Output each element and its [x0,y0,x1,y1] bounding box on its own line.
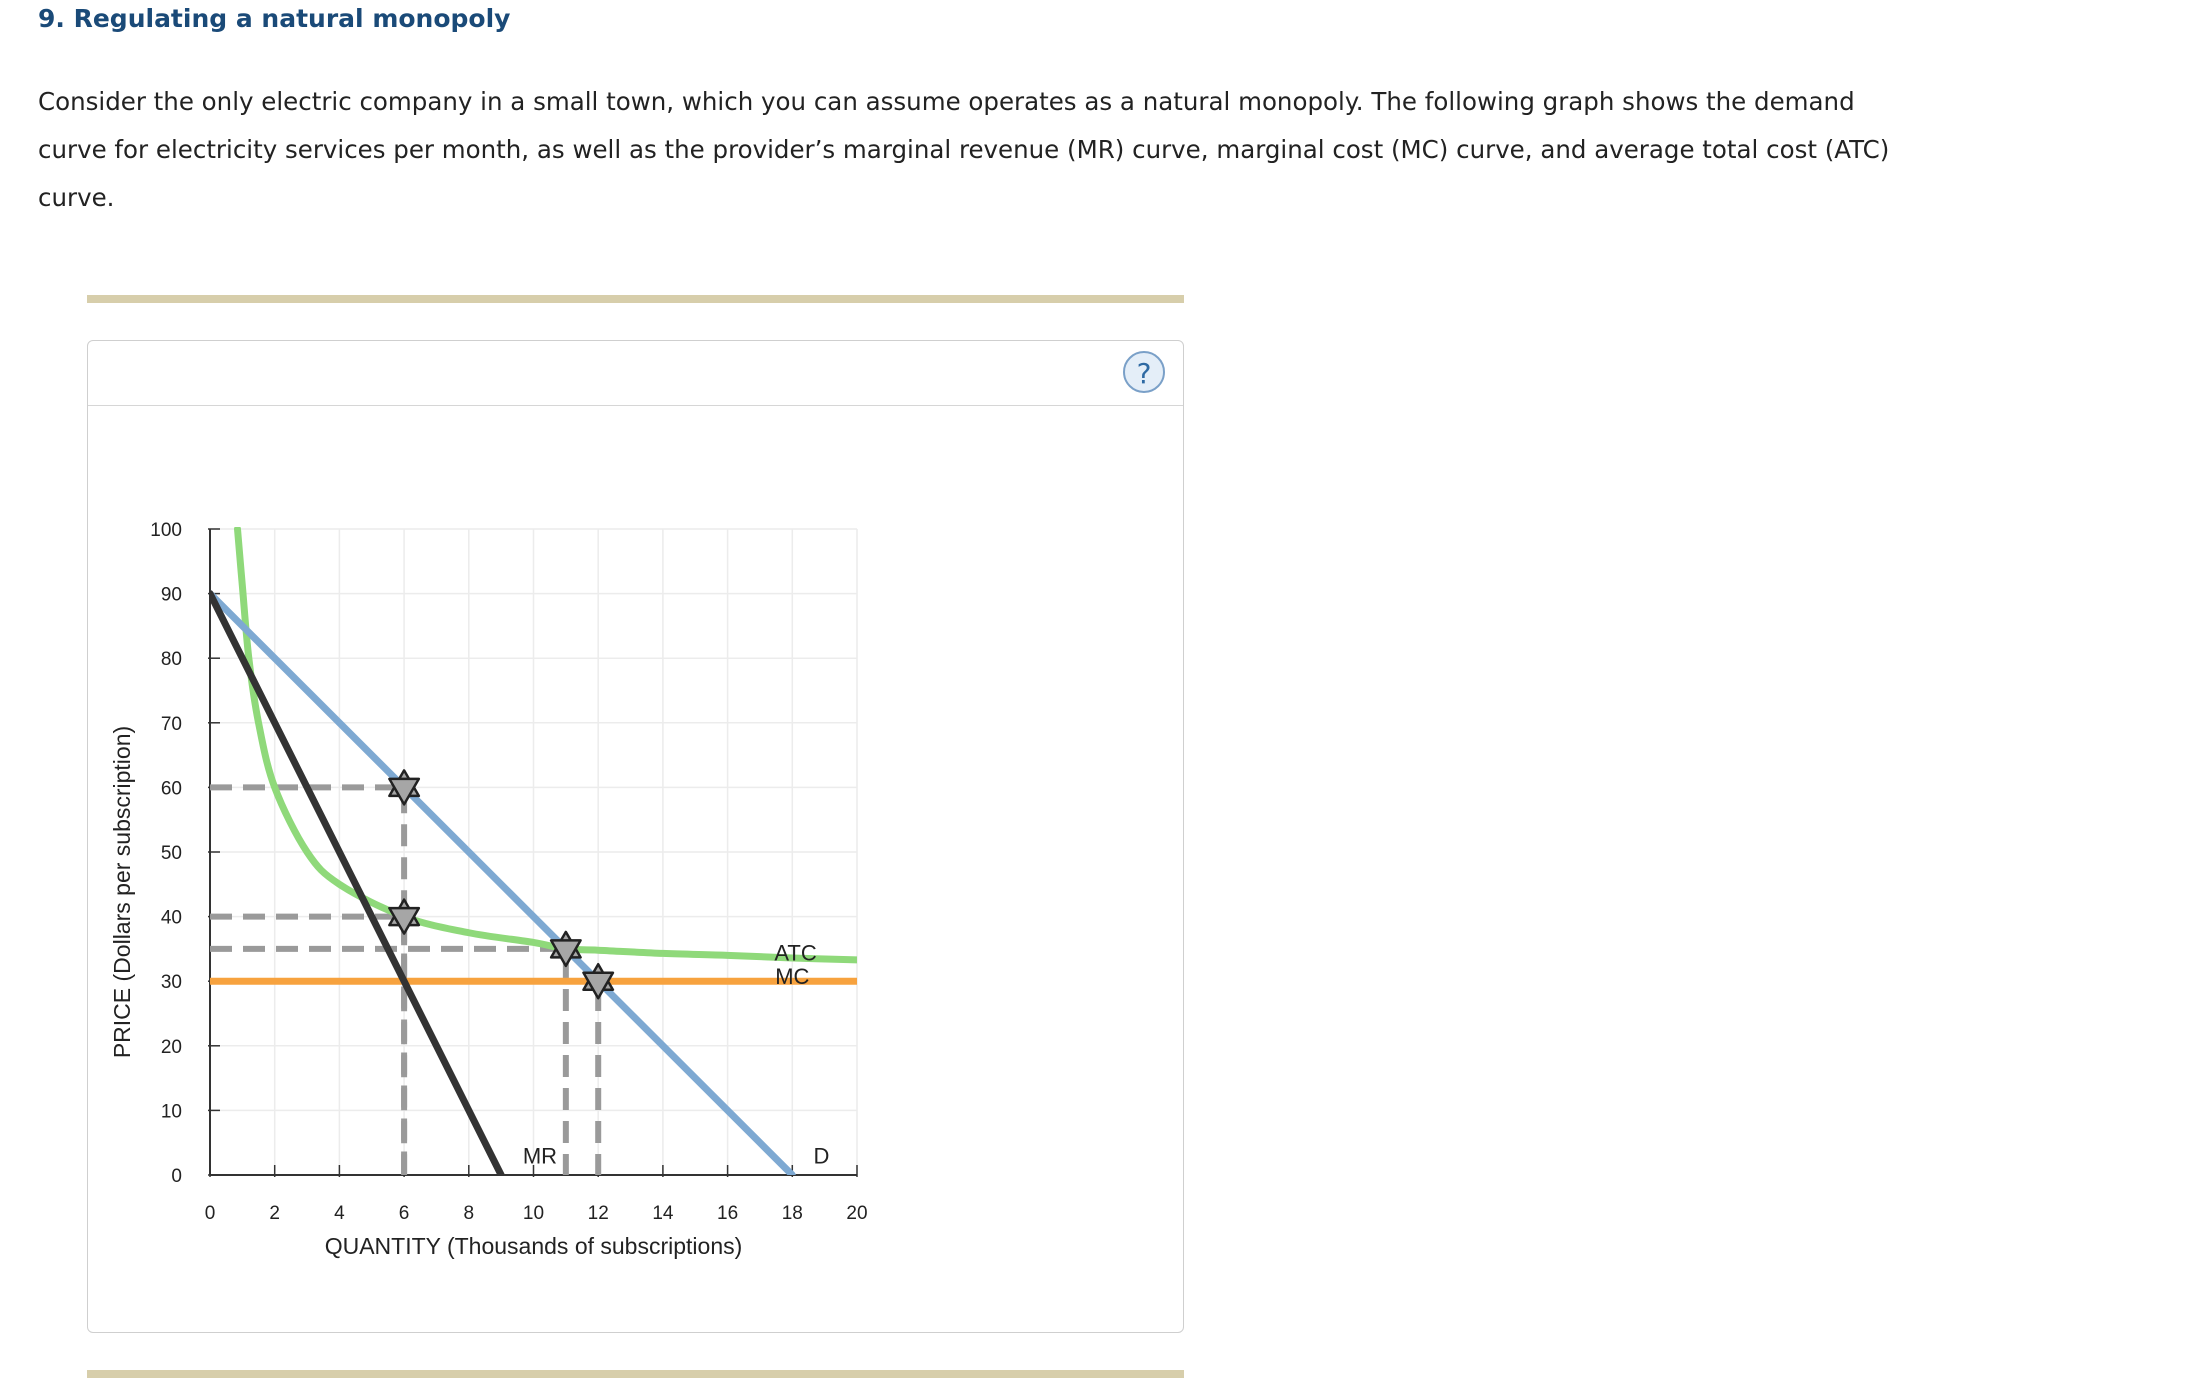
x-tick-label: 12 [587,1203,609,1224]
question-title: 9. Regulating a natural monopoly [38,4,511,33]
x-tick-label: 16 [717,1203,739,1224]
y-tick-label: 0 [171,1166,182,1187]
y-axis-title: PRICE (Dollars per subscription) [109,725,135,1059]
x-axis-title: QUANTITY (Thousands of subscriptions) [324,1233,743,1259]
y-tick-label: 60 [160,778,182,800]
x-tick-label: 6 [398,1203,410,1224]
y-tick-label: 50 [160,843,182,864]
y-tick-label: 100 [150,520,182,541]
curve-d [210,594,792,1175]
question-text: Consider the only electric company in a small town, which you can assume operates as a natural monopoly. The following graph shows the demand curve for electricity services per month, as well as the provider’s marginal revenue (MR) curve, marginal cost (MC) curve, and average total cost (ATC) curve. [38,87,1890,212]
curve-label-mr: MR [522,1143,558,1169]
curve-label-mc: MC [775,963,810,989]
curve-label-atc: ATC [774,940,817,966]
help-icon[interactable]: ? [1123,351,1165,393]
y-tick-label: 90 [160,584,182,606]
x-tick-label: 0 [204,1203,216,1224]
point-marker-star [389,900,418,934]
x-tick-label: 14 [652,1203,674,1224]
x-tick-label: 20 [846,1203,868,1224]
x-tick-label: 2 [269,1203,280,1224]
y-tick-label: 70 [160,713,182,735]
curve-mr [210,594,501,1175]
x-tick-label: 8 [463,1203,475,1224]
y-tick-label: 30 [160,972,182,994]
curve-label-d: D [813,1143,830,1169]
x-tick-label: 10 [522,1203,545,1224]
y-tick-label: 40 [160,907,182,929]
y-tick-label: 80 [160,649,182,671]
x-tick-label: 4 [334,1203,345,1224]
y-tick-label: 20 [160,1036,182,1058]
y-tick-label: 10 [160,1101,182,1123]
x-tick-label: 18 [781,1203,803,1224]
